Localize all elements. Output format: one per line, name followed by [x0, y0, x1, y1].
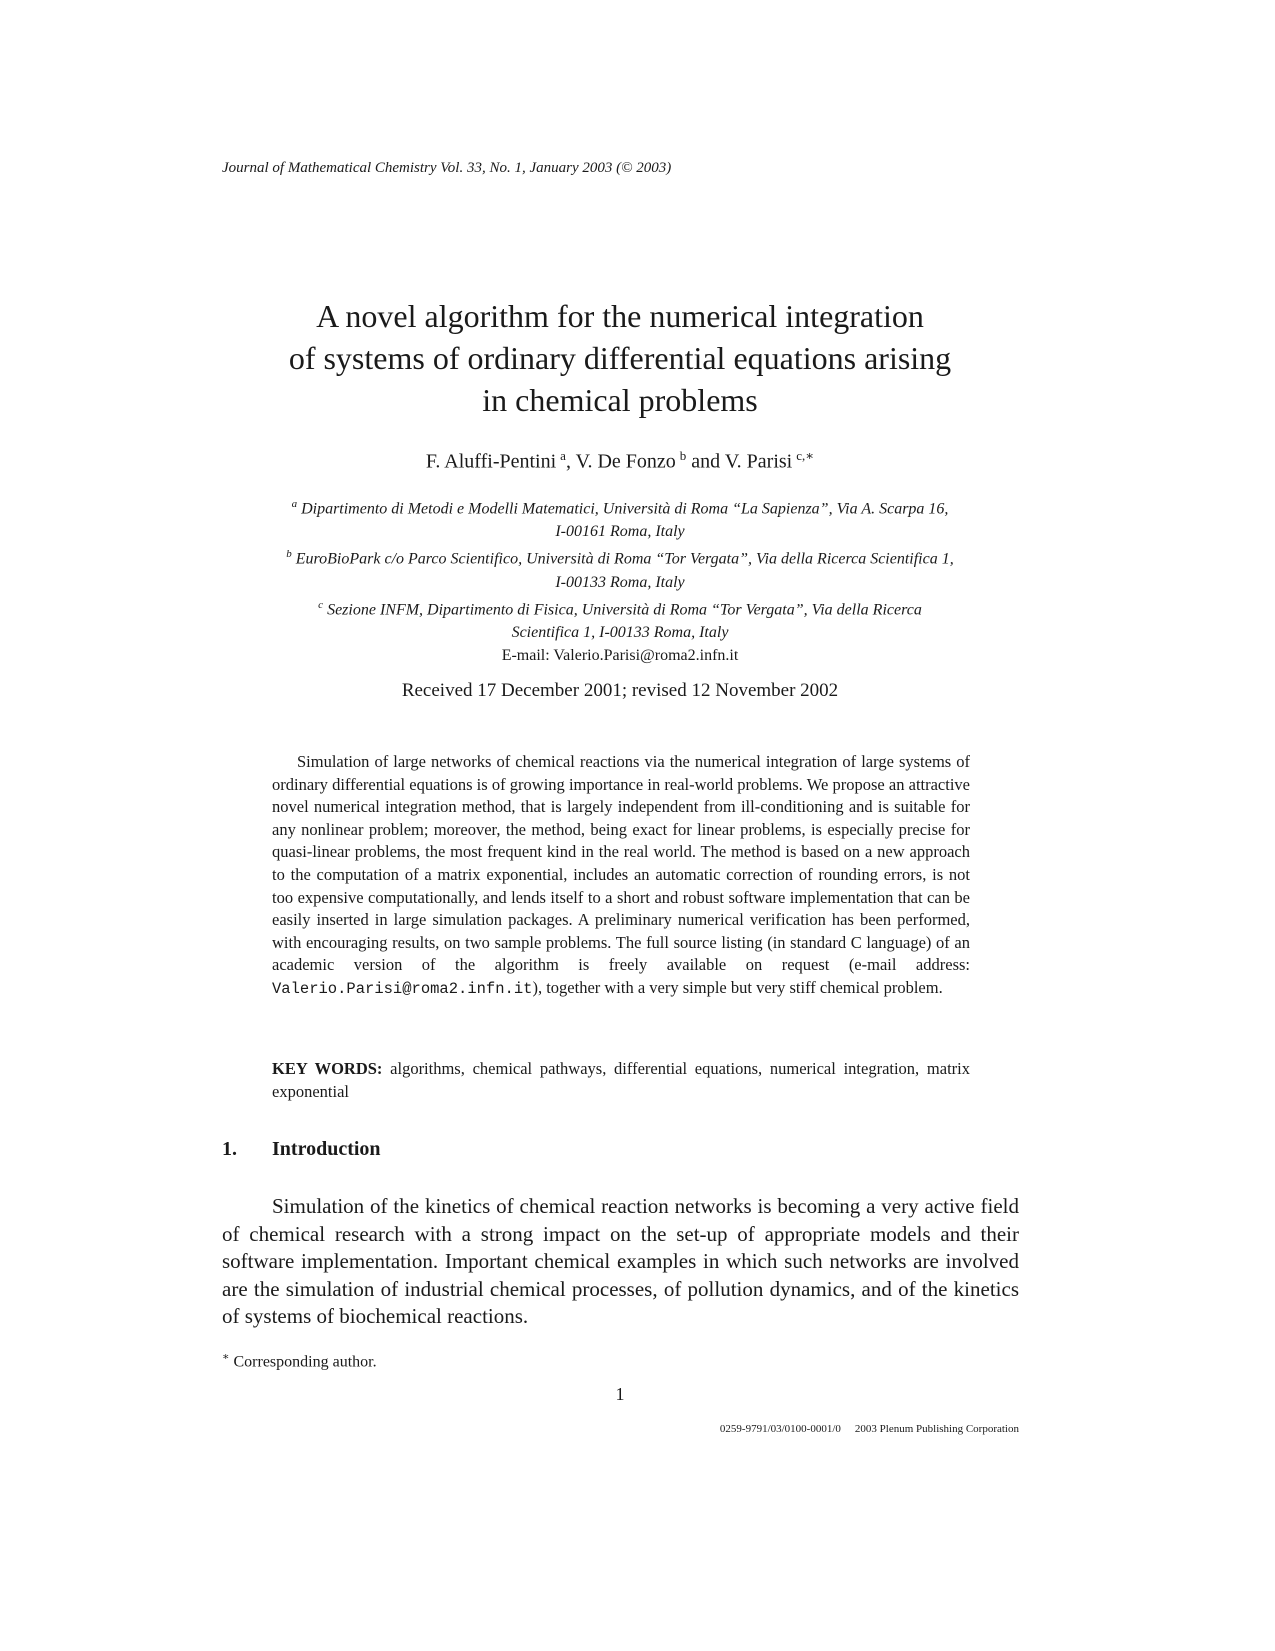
- affil-text: Dipartimento di Metodi e Modelli Matematici, Università di Roma “La Sapienza”, Via A. Scarpa 16,: [301, 500, 949, 518]
- title-line: of systems of ordinary differential equations arising: [288, 340, 952, 376]
- affil-mark: a: [291, 498, 298, 510]
- affiliations: [200, 493, 1040, 667]
- author-affil-mark: a: [560, 448, 566, 463]
- paper-title: [200, 295, 1040, 421]
- affiliation-b-cont: I-00133 Roma, Italy: [555, 573, 685, 591]
- introduction-body: [222, 1193, 1019, 1331]
- affil-mark: b: [286, 548, 292, 561]
- keywords-label: KEY WORDS:: [272, 1059, 383, 1078]
- publisher-name: 2003 Plenum Publishing Corporation: [854, 1423, 1019, 1435]
- affiliation-a-cont: I-00161 Roma, Italy: [555, 523, 685, 541]
- publisher-line: [706, 1423, 1019, 1435]
- abstract-body: Simulation of large networks of chemical reactions via the numerical integration of large systems of ordinary differential equations is of growing importance in real-world problems. We propose an attractive novel numerical integration method, that is largely independent from ill-conditioning and is suitable for any nonlinear problem; moreover, the method, being exact for linear problems, is especially precise for quasi-linear problems, the most frequent kind in the real world. The method is based on a new approach to the computation of a matrix exponential, includes an automatic correction of rounding errors, is not too expensive computationally, and lends itself to a short and robust software implementation that can be easily inserted in large simulation packages. A preliminary numerical verification has been performed, with encouraging results, on two sample problems. The full source listing (in standard C language) of an academic version of the algorithm is freely available on request (e-mail address:: [272, 752, 970, 975]
- author-name: V. De Fonzo: [575, 450, 676, 473]
- author-name: F. Aluffi-Pentini: [425, 450, 557, 473]
- section-number: 1.: [222, 1138, 237, 1160]
- abstract: [272, 751, 970, 1001]
- affil-text: Sezione INFM, Dipartimento di Fisica, Università di Roma “Tor Vergata”, Via della Ricerca: [327, 600, 922, 618]
- keywords: [272, 1058, 970, 1103]
- footnote-mark: ∗: [222, 1351, 230, 1363]
- author-name: V. Parisi: [724, 450, 793, 473]
- affiliation-b: [200, 543, 1040, 570]
- abstract-email: Valerio.Parisi@roma2.infn.it: [272, 979, 533, 998]
- keywords-text: algorithms, chemical pathways, differential equations, numerical integration, matrix exponential: [272, 1059, 970, 1101]
- section-heading: [222, 1138, 381, 1161]
- author-affil-mark: b: [679, 448, 687, 463]
- received-dates: Received 17 December 2001; revised 12 November 2002: [401, 680, 839, 701]
- affiliation-a: [200, 493, 1040, 520]
- page-number: 1: [615, 1384, 625, 1404]
- contact-email: E-mail: Valerio.Parisi@roma2.infn.it: [501, 646, 739, 664]
- abstract-text: [272, 751, 970, 1001]
- abstract-body-end: ), together with a very simple but very stiff chemical problem.: [532, 977, 943, 997]
- section-title: Introduction: [272, 1138, 381, 1160]
- intro-paragraph: Simulation of the kinetics of chemical reaction networks is becoming a very active field of chemical research with a strong impact on the set-up of appropriate models and their software implementation. Important chemical examples in which such networks are involved are the simulation of industrial chemical processes, of pollution dynamics, and of the kinetics of systems of biochemical reactions.: [222, 1194, 1019, 1328]
- affil-mark: c: [318, 598, 324, 611]
- author-affil-mark: c,∗: [796, 448, 815, 463]
- footnote: [222, 1350, 377, 1371]
- running-head: Journal of Mathematical Chemistry Vol. 33, No. 1, January 2003 (© 2003): [222, 160, 672, 176]
- affiliation-c: [200, 594, 1040, 621]
- publisher-code: 0259-9791/03/0100-0001/0: [719, 1423, 841, 1435]
- title-line: A novel algorithm for the numerical integration: [316, 298, 924, 334]
- affil-text: EuroBioPark c/o Parco Scientifico, Università di Roma “Tor Vergata”, Via della Ricerca Scientifica 1,: [295, 550, 954, 568]
- author-list: F. Aluffi-Pentini $^a$, V. De Fonzo $^b$ and V. Parisi $^{c,∗}$: [425, 448, 815, 473]
- footnote-text: Corresponding author.: [233, 1353, 377, 1371]
- title-line: in chemical problems: [482, 382, 758, 418]
- affiliation-c-cont: Scientifica 1, I-00133 Roma, Italy: [511, 623, 729, 641]
